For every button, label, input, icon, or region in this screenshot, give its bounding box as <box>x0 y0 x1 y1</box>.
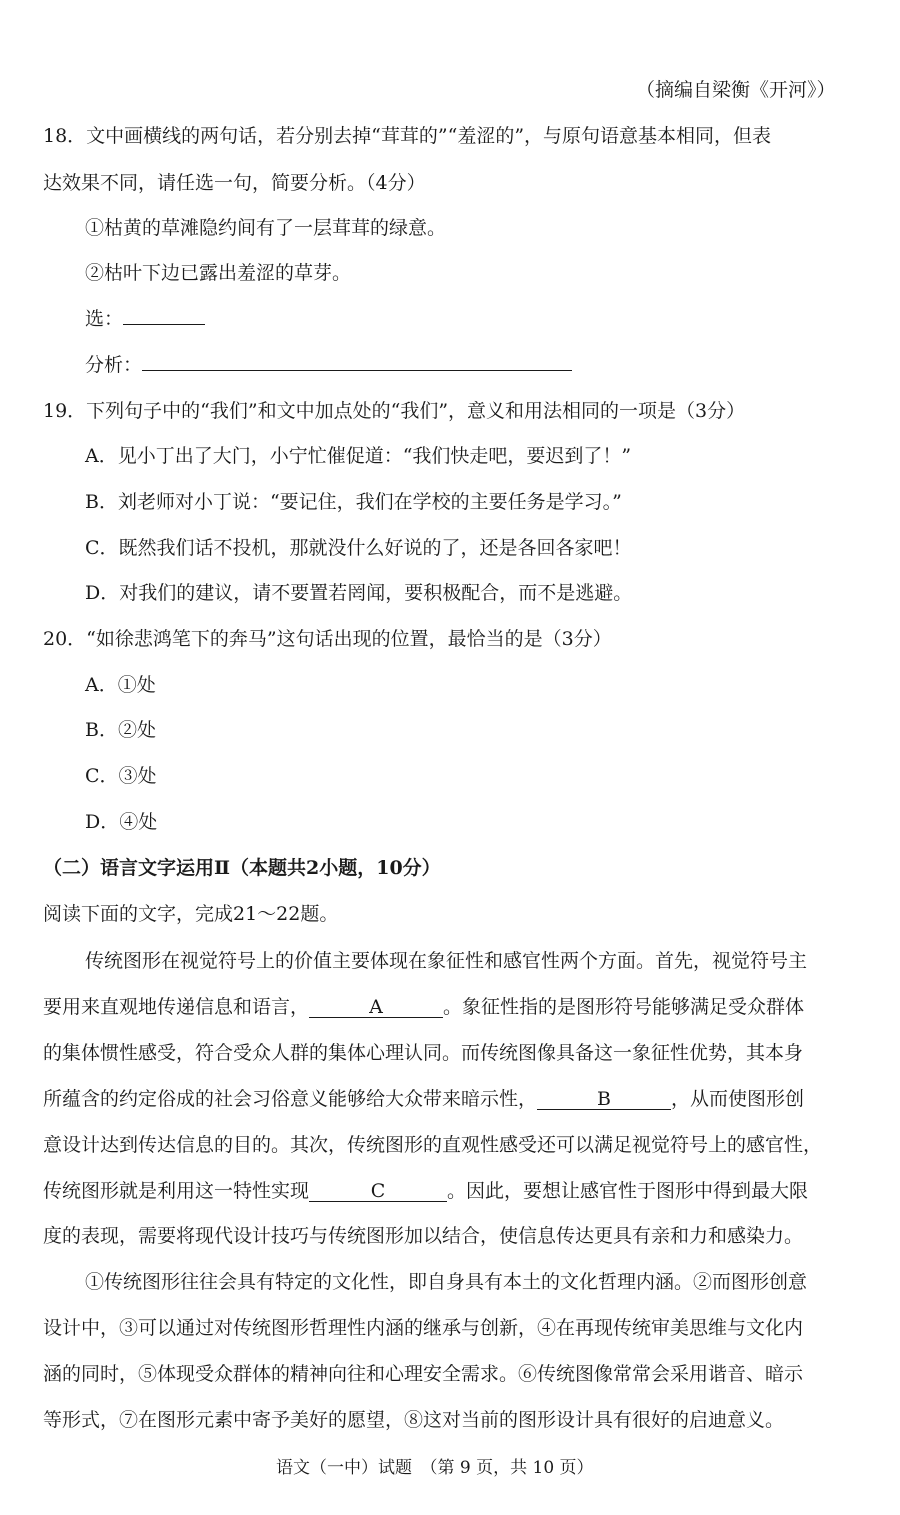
passage-line-7: 度的表现，需要将现代设计技巧与传统图形加以结合，使信息传达更具有亲和力和感染力。 <box>43 1225 804 1247</box>
q19-option-b[interactable]: B．刘老师对小丁说：“要记住，我们在学校的主要任务是学习。” <box>85 491 622 513</box>
q18-choose-label: 选： <box>85 308 124 330</box>
passage-line-6 <box>43 1179 900 1203</box>
q20-option-b[interactable]: B．②处 <box>85 719 156 741</box>
q18-choose-row <box>85 307 900 331</box>
page-footer: 语文（一中）试题 （第 9 页，共 10 页） <box>276 1458 594 1478</box>
passage-line-4 <box>43 1087 900 1111</box>
q18-analysis-label: 分析： <box>85 354 143 376</box>
blank-a[interactable]: A <box>309 997 443 1018</box>
section-heading: （二）语言文字运用Ⅱ（本题共2小题，10分） <box>43 857 441 879</box>
q19-option-a[interactable]: A．见小丁出了大门，小宁忙催促道：“我们快走吧，要迟到了！” <box>85 445 632 467</box>
passage2-line-2: 设计中，③可以通过对传统图形哲理性内涵的继承与创新，④在再现传统审美思维与文化内 <box>43 1317 804 1339</box>
passage-line-5: 意设计达到传达信息的目的。其次，传统图形的直观性感受还可以满足视觉符号上的感官性， <box>43 1134 823 1156</box>
passage-line-6-text-a: 传统图形就是利用这一特性实现 <box>43 1180 310 1202</box>
passage-line-2-text-a: 要用来直观地传递信息和语言， <box>43 996 310 1018</box>
section-instruction: 阅读下面的文字，完成21～22题。 <box>43 903 339 925</box>
q18-stem-line1: 18．文中画横线的两句话，若分别去掉“茸茸的”“羞涩的”，与原句语意基本相同，但表 <box>43 125 772 147</box>
q18-analysis-row <box>85 353 900 377</box>
q19-option-c[interactable]: C．既然我们话不投机，那就没什么好说的了，还是各回各家吧！ <box>85 537 632 559</box>
q20-option-c[interactable]: C．③处 <box>85 765 157 787</box>
passage-line-1: 传统图形在视觉符号上的价值主要体现在象征性和感官性两个方面。首先，视觉符号主 <box>85 950 808 972</box>
q18-stem-line2: 达效果不同，请任选一句，简要分析。（4分） <box>43 172 426 194</box>
q19-option-d[interactable]: D．对我们的建议，请不要置若罔闻，要积极配合，而不是逃避。 <box>85 582 633 604</box>
passage-line-3: 的集体惯性感受，符合受众人群的集体心理认同。而传统图像具备这一象征性优势，其本身 <box>43 1042 804 1064</box>
passage2-line-1: ①传统图形往往会具有特定的文化性，即自身具有本土的文化哲理内涵。②而图形创意 <box>85 1271 808 1293</box>
q20-stem: 20．“如徐悲鸿笔下的奔马”这句话出现的位置，最恰当的是（3分） <box>43 628 612 650</box>
q20-option-d[interactable]: D．④处 <box>85 811 158 833</box>
passage-line-2 <box>43 995 900 1019</box>
passage-line-4-text-b: ，从而使图形创 <box>671 1088 805 1110</box>
blank-c[interactable]: C <box>309 1181 447 1202</box>
q18-sentence-2: ②枯叶下边已露出羞涩的草芽。 <box>85 262 352 284</box>
passage-line-4-text-a: 所蕴含的约定俗成的社会习俗意义能够给大众带来暗示性， <box>43 1088 538 1110</box>
q18-analysis-blank[interactable] <box>142 370 572 371</box>
passage2-line-3: 涵的同时，⑤体现受众群体的精神向往和心理安全需求。⑥传统图像常常会采用谐音、暗示 <box>43 1363 804 1385</box>
passage-line-2-text-b: 。象征性指的是图形符号能够满足受众群体 <box>443 996 805 1018</box>
q18-sentence-1: ①枯黄的草滩隐约间有了一层茸茸的绿意。 <box>85 217 447 239</box>
passage2-line-4: 等形式，⑦在图形元素中寄予美好的愿望，⑧这对当前的图形设计具有很好的启迪意义。 <box>43 1409 785 1431</box>
q20-option-a[interactable]: A．①处 <box>85 674 156 696</box>
q19-stem: 19．下列句子中的“我们”和文中加点处的“我们”，意义和用法相同的一项是（3分） <box>43 400 746 422</box>
q18-choose-blank[interactable] <box>123 324 205 325</box>
blank-b[interactable]: B <box>537 1089 671 1110</box>
source-citation: （摘编自梁衡《开河》） <box>636 79 836 101</box>
passage-line-6-text-b: 。因此，要想让感官性于图形中得到最大限 <box>447 1180 809 1202</box>
